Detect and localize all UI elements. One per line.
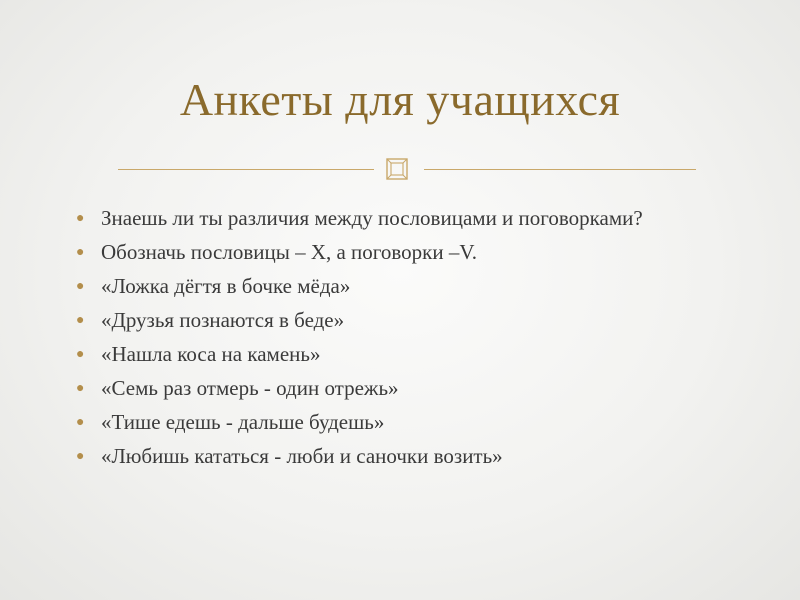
list-item bbox=[76, 410, 696, 435]
list-item bbox=[76, 376, 696, 401]
list-item-text: «Тише едешь - дальше будешь» bbox=[101, 410, 385, 434]
list-item bbox=[76, 444, 696, 469]
ornament-icon bbox=[384, 156, 410, 182]
list-item-text: «Друзья познаются в беде» bbox=[101, 308, 345, 332]
bullet-list bbox=[76, 206, 696, 478]
list-item bbox=[76, 274, 696, 299]
list-item bbox=[76, 308, 696, 333]
list-item bbox=[76, 206, 696, 231]
divider-line-left bbox=[118, 169, 374, 170]
bullet-icon: ● bbox=[76, 245, 85, 260]
slide-title: Анкеты для учащихся bbox=[179, 74, 621, 125]
list-item bbox=[76, 342, 696, 367]
bullet-icon: ● bbox=[76, 381, 85, 396]
bullet-icon: ● bbox=[76, 415, 85, 430]
list-item-text: «Нашла коса на камень» bbox=[101, 342, 321, 366]
title-divider bbox=[118, 156, 696, 182]
list-item-text: «Ложка дёгтя в бочке мёда» bbox=[101, 274, 351, 298]
list-item-text: «Любишь кататься - люби и саночки возить» bbox=[101, 444, 503, 468]
divider-line-right bbox=[424, 169, 696, 170]
bullet-icon: ● bbox=[76, 279, 85, 294]
bullet-icon: ● bbox=[76, 347, 85, 362]
bullet-icon: ● bbox=[76, 449, 85, 464]
bullet-icon: ● bbox=[76, 211, 85, 226]
list-item-text: Знаешь ли ты различия между пословицами и поговорками? bbox=[101, 206, 643, 230]
list-item bbox=[76, 240, 696, 265]
list-item-text: «Семь раз отмерь - один отрежь» bbox=[101, 376, 399, 400]
list-item-text: Обозначь пословицы – Х, а поговорки –V. bbox=[101, 240, 478, 264]
bullet-icon: ● bbox=[76, 313, 85, 328]
